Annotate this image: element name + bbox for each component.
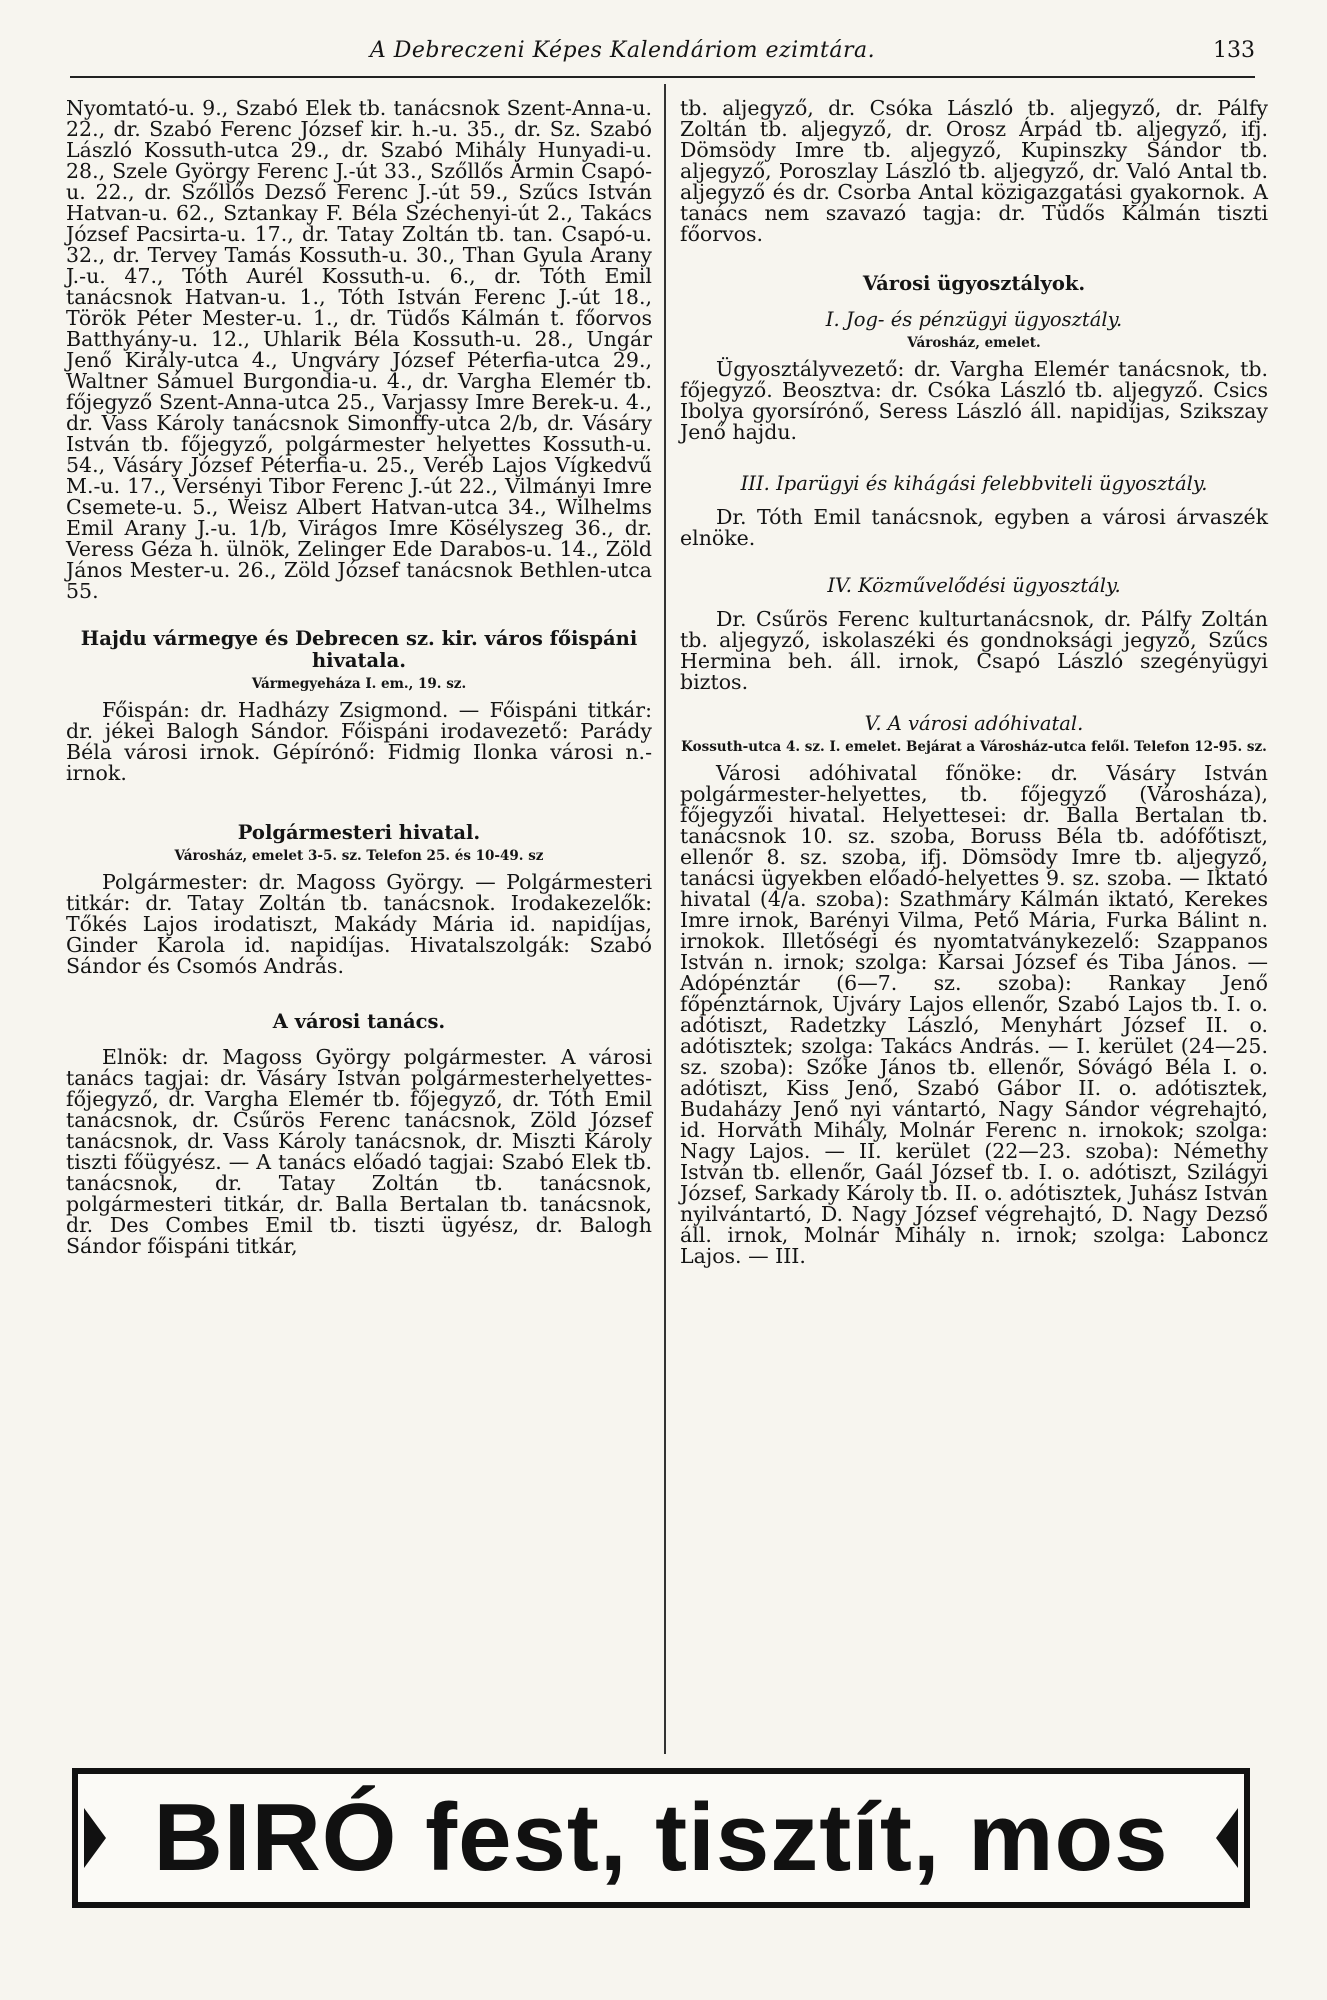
page-number: 133 [1213, 38, 1255, 63]
advertisement-banner [72, 1768, 1250, 1908]
dept-3-body: Dr. Tóth Emil tanácsnok, egyben a városi árvaszék elnöke. [680, 505, 1268, 550]
dept-1-title: I. Jog- és pénzügyi ügyosztály. [825, 308, 1123, 331]
page-header [70, 34, 1255, 78]
section-title-polgarmesteri-hivatal: Polgármesteri hivatal. [237, 821, 481, 844]
right-column [680, 98, 1268, 1267]
section-subtitle-foispani-hivatal: Vármegyeháza I. em., 19. sz. [251, 676, 467, 692]
dept-5-title: V. A városi adóhivatal. [864, 712, 1084, 735]
dept-1-body: Ügyosztályvezető: dr. Vargha Elemér tanácsnok, tb. főjegyző. Beosztva: dr. Csóka László tb. aljegyző. Csics Ibolya gyorsírónő, Seress László áll. napidíjas, Szikszay Jenő hajdu. [680, 357, 1268, 444]
column-divider [664, 84, 666, 1754]
right-intro-paragraph: tb. aljegyző, dr. Csóka László tb. aljegyző, dr. Pálfy Zoltán tb. aljegyző, dr. Orosz Árpád tb. aljegyző, ifj. Dömsödy Imre tb. aljegyző, Kupinszky Sándor tb. aljegyző, Poroszlay László tb. aljegyző, dr. Való Antal tb. aljegyző és dr. Csorba Antal közigazgatási gyakornok. A tanács nem szavazó tagja: dr. Tüdős Kálmán tiszti főorvos. [680, 96, 1268, 246]
left-column [66, 98, 652, 1257]
section-body-foispani-hivatal: Főispán: dr. Hadházy Zsigmond. — Főispáni titkár: dr. jékei Balogh Sándor. Főispáni irodavezető: Parády Béla városi irnok. Gépírónő: Fidmig Ilonka városi n.-irnok. [66, 698, 652, 785]
dept-5-subtitle: Kossuth-utca 4. sz. I. emelet. Bejárat a Városház-utca felől. Telefon 12-95. sz. [681, 739, 1267, 755]
running-title: A Debreczeni Képes Kalendáriom ezimtára. [369, 38, 876, 63]
section-title-foispani-hivatal: Hajdu vármegye és Debrecen sz. kir. város főispáni hivatala. [80, 627, 638, 672]
dept-5-body: Városi adóhivatal főnöke: dr. Vásáry István polgármester-helyettes, tb. főjegyző (Városháza), főjegyzői hivatal. Helyettesei: dr. Balla Bertalan tb. tanácsnok 10. sz. szoba, Boruss Béla tb. adófőtiszt, ellenőr 8. sz. szoba, ifj. Dömsödy Imre tb. aljegyző, tanácsi ügyekben előadó-helyettes 9. sz. szoba. — Iktató hivatal (4/a. szoba): Szathmáry Kálmán iktató, Kerekes Imre irnok, Barényi Vilma, Pető Mária, Furka Bálint n. irnokok. Illetőségi és nyomtatványkezelő: Szappanos István n. irnok; szolga: Karsai József és Tiba János. — Adópénztár (6—7. sz. szoba): Rankay Jenő főpénztárnok, Ujváry Lajos ellenőr, Szabó Lajos tb. I. o. adótiszt, Radetzky László, Menyhárt József II. o. adótisztek; szolga: Takács András. — I. kerület (24—25. sz. szoba): Szőke János tb. ellenőr, Sóvágó Béla I. o. adótiszt, Kiss Jenő, Szabó Gábor II. o. adótisztek, Budaházy Jenő nyi vántartó, Nagy Sándor végrehajtó, id. Horváth Mihály, Molnár Ferenc n. irnokok; szolga: Nagy Lajos. — II. kerület (22—23. szoba): Némethy István tb. ellenőr, Gaál József tb. I. o. adótiszt, Szilágyi József, Sarkady Károly tb. II. o. adótisztek, Juhász István nyilvántartó, D. Nagy József végrehajtó, D. Nagy Dezső áll. irnok, Molnár Mihály n. irnok; szolga: Laboncz Lajos. — III. [680, 761, 1268, 1268]
varosi-ugyosztalyok-title: Városi ügyosztályok. [862, 272, 1086, 295]
section-body-varosi-tanacs: Elnök: dr. Magoss György polgármester. A városi tanács tagjai: dr. Vásáry István polgármesterhelyettes-főjegyző, dr. Vargha Elemér tb. főjegyző, dr. Tóth Emil tanácsnok, dr. Csűrös Ferenc tanácsnok, Zöld József tanácsnok, dr. Vass Károly tanácsnok, dr. Miszti Károly tiszti főügyész. — A tanács előadó tagjai: Szabó Elek tb. tanácsnok, dr. Tatay Zoltán tb. tanácsnok, polgármesteri titkár, dr. Balla Bertalan tb. tanácsnok, dr. Des Combes Emil tb. tiszti ügyész, dr. Balogh Sándor főispáni titkár, [66, 1045, 652, 1258]
dept-4-body: Dr. Csűrös Ferenc kulturtanácsnok, dr. Pálfy Zoltán tb. aljegyző, iskolaszéki és gondnoksági jegyző, Szűcs Hermina beh. áll. irnok, Csapó László szegényügyi biztos. [680, 607, 1268, 694]
dept-4-title: IV. Közművelődési ügyosztály. [827, 574, 1121, 597]
section-subtitle-polgarmesteri-hivatal: Városház, emelet 3-5. sz. Telefon 25. és 10-49. sz [174, 848, 544, 864]
dept-1-subtitle: Városház, emelet. [907, 335, 1041, 351]
dept-3-title: III. Iparügyi és kihágási felebbviteli ügyosztály. [740, 472, 1208, 495]
section-body-polgarmesteri-hivatal: Polgármester: dr. Magoss György. — Polgármesteri titkár: dr. Tatay Zoltán tb. tanácsnok. Irodakezelők: Tőkés Lajos irodatiszt, Makády Mária id. napidíjas, Ginder Karola id. napidíjas. Hivatalszolgák: Szabó Sándor és Csomós András. [66, 870, 652, 978]
advertisement-text: BIRÓ fest, tisztít, mos [153, 1784, 1169, 1891]
left-intro-paragraph: Nyomtató-u. 9., Szabó Elek tb. tanácsnok Szent-Anna-u. 22., dr. Szabó Ferenc József kir. h.-u. 35., dr. Sz. Szabó László Kossuth-utca 29., dr. Szabó Mihály Hunyadi-u. 28., Szele György Ferenc J.-út 33., Szőllős Ármin Csapó-u. 22., dr. Szőllős Dezső Ferenc J.-út 59., Szűcs István Hatvan-u. 62., Sztankay F. Béla Széchenyi-út 2., Takács József Pacsirta-u. 17., dr. Tatay Zoltán tb. tan. Csapó-u. 32., dr. Tervey Tamás Kossuth-u. 30., Than Gyula Arany J.-u. 47., Tóth Aurél Kossuth-u. 6., dr. Tóth Emil tanácsnok Hatvan-u. 1., Tóth István Ferenc J.-út 18., Török Péter Mester-u. 1., dr. Tüdős Kálmán t. főorvos Batthyány-u. 12., Uhlarik Béla Kossuth-u. 28., Ungár Jenő Király-utca 4., Ungváry József Péterfia-utca 29., Waltner Sámuel Burgondia-u. 4., dr. Vargha Elemér tb. főjegyző Szent-Anna-utca 25., Varjassy Imre Berek-u. 4., dr. Vass Károly tanácsnok Simonffy-utca 2/b, dr. Vásáry István tb. főjegyző, polgármester helyettes Kossuth-u. 54., Vásáry József Péterfia-u. 25., Veréb Lajos Vígkedvű M.-u. 17., Versényi Tibor Ferenc J.-út 22., Vilmányi Imre Csemete-u. 5., Weisz Albert Hatvan-utca 34., Wilhelms Emil Arany J.-u. 1/b, Virágos Imre Kösélyszeg 36., dr. Veress Géza h. ülnök, Zelinger Ede Darabos-u. 14., Zöld János Mester-u. 26., Zöld József tanácsnok Bethlen-utca 55. [66, 96, 652, 603]
section-title-varosi-tanacs: A városi tanács. [272, 1010, 446, 1033]
